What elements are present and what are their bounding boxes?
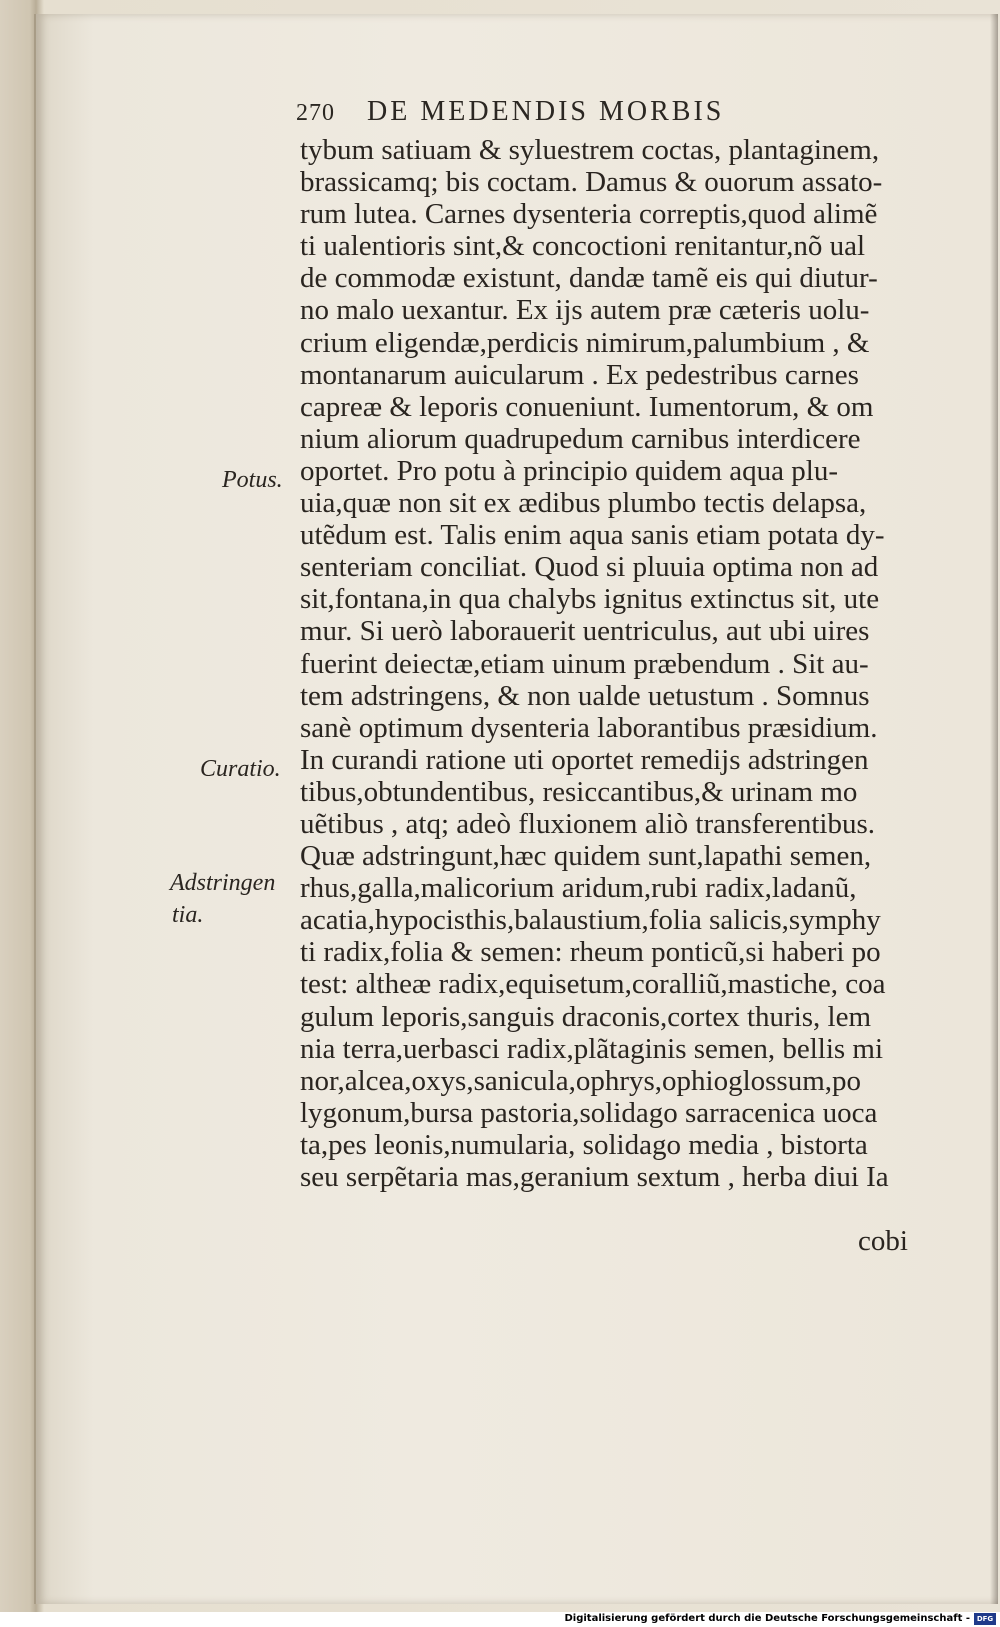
running-header (296, 96, 856, 134)
text-line: capreæ & leporis conueniunt. Iumentorum, & om (300, 390, 874, 423)
text-line: uia,quæ non sit ex ædibus plumbo tectis delapsa, (300, 487, 867, 520)
text-line: uẽtibus , atq; adeò fluxionem aliò transferentibus. (300, 807, 876, 840)
text-line: fuerint deiectæ,etiam uinum præbendum . Sit au- (300, 647, 869, 680)
text-line: sit,fontana,in qua chalybs ignitus extinctus sit, ute (300, 583, 880, 616)
text-line: mur. Si uerò laborauerit uentriculus, aut ubi uires (300, 615, 870, 648)
text-line: no malo uexantur. Ex ijs autem præ cæteris uolu- (300, 294, 870, 327)
text-line: test: altheæ radix,equisetum,coralliũ,mastiche, coa (300, 968, 886, 1001)
text-line: seu serpẽtaria mas,geranium sextum , herba diui Ia (300, 1161, 889, 1193)
text-line: tybum satiuam & syluestrem coctas, plantaginem, (300, 134, 880, 166)
text-line: crium eligendæ,perdicis nimirum,palumbium , & (300, 326, 870, 359)
margin-note-adstringentia-cont: tia. (172, 902, 204, 928)
text-line: nor,alcea,oxys,sanicula,ophrys,ophioglossum,po (300, 1064, 862, 1097)
text-line: lygonum,bursa pastoria,solidago sarracenica uoca (300, 1096, 878, 1129)
text-line: acatia,hypocisthis,balaustium,folia salicis,symphy (300, 904, 881, 937)
catchword: cobi (858, 1225, 908, 1257)
page-number: 270 (296, 100, 335, 126)
margin-note-adstringentia: Adstringen (170, 870, 276, 896)
text-line: rum lutea. Carnes dysenteria correptis,quod alimẽ (300, 198, 878, 231)
text-line: ti radix,folia & semen: rheum ponticũ,si haberi po (300, 936, 881, 969)
footer-bar (0, 1612, 1000, 1627)
body-text (300, 134, 940, 1193)
text-line: oportet. Pro potu à principio quidem aqua plu- (300, 454, 839, 487)
text-line: ti ualentioris sint,& concoctioni renitantur,nõ ual (300, 230, 866, 263)
text-line: sanè optimum dysenteria laborantibus præsidium. (300, 711, 878, 744)
margin-note-potus: Potus. (222, 467, 283, 493)
dfg-logo-icon: DFG (974, 1613, 996, 1625)
running-title: DE MEDENDIS MORBIS (367, 96, 725, 127)
text-line: rhus,galla,malicorium aridum,rubi radix,ladanũ, (300, 872, 857, 905)
text-line: brassicamq; bis coctam. Damus & ouorum assato- (300, 166, 883, 199)
text-line: In curandi ratione uti oportet remedijs adstringen (300, 743, 869, 776)
margin-note-curatio: Curatio. (200, 756, 281, 782)
footer-credit: Digitalisierung gefördert durch die Deutsche Forschungsgemeinschaft - (564, 1613, 970, 1624)
text-line: tibus,obtundentibus, resiccantibus,& urinam mo (300, 775, 858, 808)
text-line: ta,pes leonis,numularia, solidago media , bistorta (300, 1128, 868, 1161)
text-line: Quæ adstringunt,hæc quidem sunt,lapathi semen, (300, 840, 872, 873)
text-line: nium aliorum quadrupedum carnibus interdicere (300, 422, 861, 455)
text-line: gulum leporis,sanguis draconis,cortex thuris, lem (300, 1000, 872, 1033)
text-line: nia terra,uerbasci radix,plãtaginis semen, bellis mi (300, 1032, 884, 1065)
text-line: utẽdum est. Talis enim aqua sanis etiam potata dy- (300, 519, 885, 552)
text-line: tem adstringens, & non ualde uetustum . Somnus (300, 679, 870, 712)
text-line: senteriam conciliat. Quod si pluuia optima non ad (300, 551, 879, 584)
text-line: de commodæ existunt, dandæ tamẽ eis qui diutur- (300, 262, 878, 295)
text-line: montanarum auicularum . Ex pedestribus carnes (300, 358, 859, 391)
